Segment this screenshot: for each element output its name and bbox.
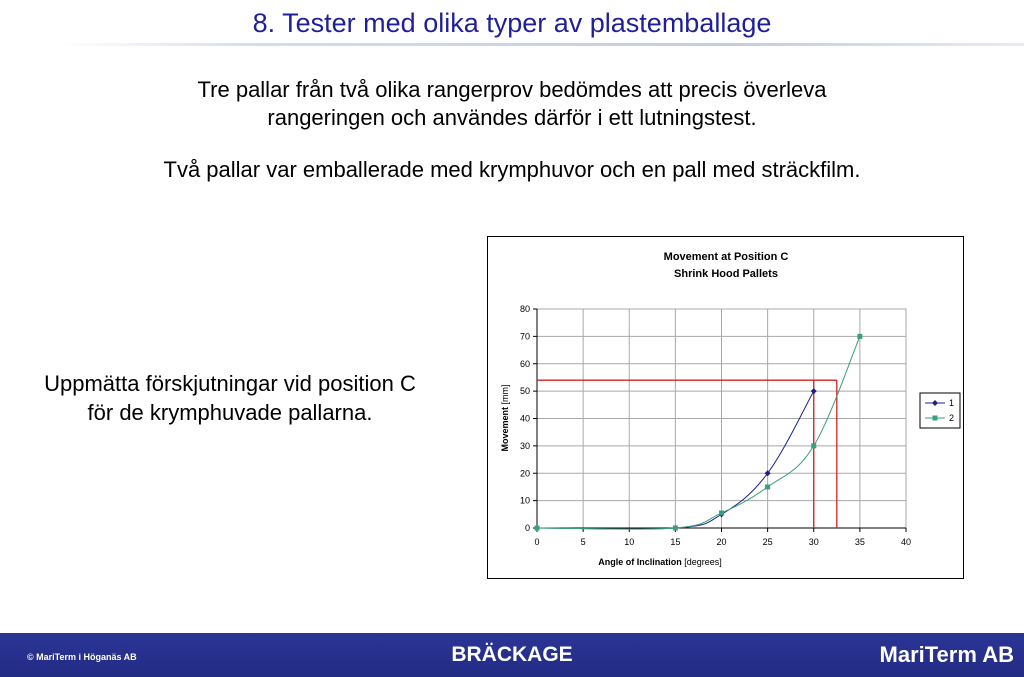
series-2-point <box>857 334 862 339</box>
x-tick-label: 5 <box>580 537 586 547</box>
y-tick-label: 0 <box>524 523 530 533</box>
intro-line-3: Två pallar var emballerade med krymphuvor och en pall med sträckfilm. <box>163 157 861 182</box>
intro-line-1: Tre pallar från två olika rangerprov bedömdes att precis överleva <box>197 77 827 102</box>
series-2-point <box>765 484 770 489</box>
y-tick-label: 20 <box>519 468 530 479</box>
legend-entry-label: 1 <box>949 398 955 408</box>
side-caption-line-1: Uppmätta förskjutningar vid position C <box>44 371 416 396</box>
footer-bar <box>0 633 1024 677</box>
legend-swatch-marker <box>933 416 938 421</box>
series-2-point <box>673 526 678 531</box>
y-tick-label: 30 <box>519 440 530 451</box>
side-caption-line-2: för de krymphuvade pallarna. <box>87 400 373 425</box>
legend-entry-label: 2 <box>949 413 955 423</box>
y-tick-label: 50 <box>519 386 530 397</box>
x-axis-unit: [degrees] <box>684 557 722 567</box>
y-tick-label: 10 <box>519 495 530 506</box>
series-2-point <box>719 510 724 515</box>
y-tick-label: 70 <box>519 331 530 342</box>
footer-copyright: © MariTerm i Höganäs AB <box>27 652 137 662</box>
y-tick-label: 40 <box>519 413 530 424</box>
chart-subtitle: Shrink Hood Pallets <box>674 268 778 280</box>
x-tick-label: 15 <box>670 537 681 547</box>
x-tick-label: 25 <box>762 537 773 547</box>
x-tick-label: 0 <box>534 537 540 547</box>
y-tick-label: 60 <box>519 358 530 369</box>
y-axis-title <box>500 384 510 451</box>
x-tick-label: 40 <box>900 537 912 547</box>
intro-line-2: rangeringen och användes därför i ett lutningstest. <box>267 105 757 130</box>
x-tick-label: 10 <box>624 537 635 547</box>
series-2-point <box>535 526 540 531</box>
side-caption <box>0 369 460 427</box>
x-tick-label: 20 <box>716 537 727 547</box>
chart-title: Movement at Position C <box>663 251 789 263</box>
footer-section-title: BRÄCKAGE <box>451 643 573 666</box>
x-axis-title <box>598 557 722 567</box>
movement-chart <box>488 237 965 580</box>
series-2-point <box>811 443 816 448</box>
chart-panel <box>487 236 964 579</box>
chart-legend <box>920 393 960 428</box>
x-tick-label: 35 <box>854 537 865 547</box>
x-axis-label: Angle of Inclination <box>598 557 682 567</box>
x-tick-label: 30 <box>808 537 819 547</box>
footer-brand-logo: MariTerm AB <box>879 642 1014 667</box>
y-axis-unit: [mm] <box>500 384 510 405</box>
y-tick-label: 80 <box>519 304 530 314</box>
slide-title: 8. Tester med olika typer av plastemballage <box>252 8 772 38</box>
y-axis-label: Movement <box>500 407 510 452</box>
title-divider <box>60 43 1024 46</box>
intro-text <box>0 76 1024 184</box>
